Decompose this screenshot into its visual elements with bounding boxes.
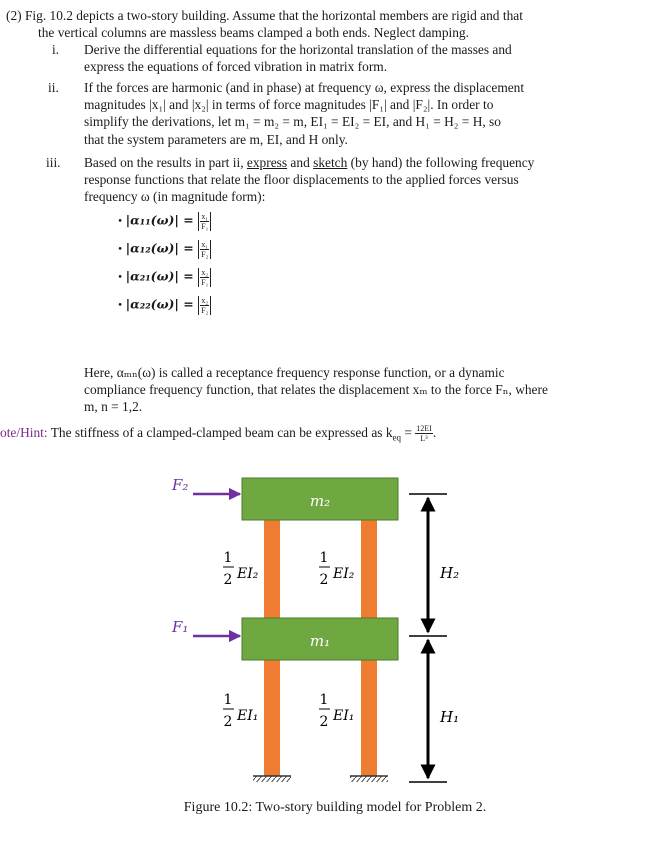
label-lower-left: [223, 692, 258, 730]
force-F1-label: F₁: [172, 618, 189, 636]
item-iii-line-3: frequency ω (in magnitude form):: [84, 189, 266, 204]
upper-left-column: [264, 520, 280, 620]
svg-text:2: 2: [319, 714, 329, 730]
item-ii-line-1: If the forces are harmonic (and in phase) at frequency ω, express the displacement: [84, 80, 525, 95]
problem-header-line-2: the vertical columns are massless beams clamped a both ends. Neglect damping.: [38, 25, 469, 40]
H1-label: H₁: [440, 708, 460, 726]
ground-right: [350, 776, 388, 782]
label-upper-right: [319, 550, 355, 588]
upper-right-column: [361, 520, 377, 620]
here-line-2: compliance frequency function, that relates the displacement xₘ to the force Fₙ, where: [84, 382, 548, 397]
item-iii-number: iii.: [46, 155, 61, 170]
item-i-line-1: Derive the differential equations for the horizontal translation of the masses and: [84, 42, 512, 57]
svg-text:2: 2: [223, 572, 233, 588]
svg-text:1: 1: [319, 550, 329, 566]
problem-header-line-1: (2) Fig. 10.2 depicts a two-story building. Assume that the horizontal members are rigid and that: [6, 8, 523, 23]
H2-label: H₂: [440, 564, 460, 582]
svg-text:1: 1: [223, 550, 233, 566]
lower-left-column: [264, 658, 280, 776]
mass-m2-label: m₂: [309, 492, 331, 510]
mass-m1-label: m₁: [309, 632, 331, 650]
here-line-1: Here, αₘₙ(ω) is called a receptance frequency response function, or a dynamic: [84, 365, 505, 380]
svg-text:1: 1: [223, 692, 233, 708]
frf-bullet-11: • |α₁₁(ω)| = $\frac{\text{x₁}}{\text{F₁}}$: [118, 212, 211, 231]
item-ii-line-3: simplify the derivations, let m₁ = m₂ = m, EI₁ = EI₂ = EI, and H₁ = H₂ = H, so: [84, 114, 501, 129]
here-line-3: m, n = 1,2.: [84, 399, 143, 414]
svg-text:2: 2: [223, 714, 233, 730]
frf-bullet-12: • |α₁₂(ω)| = $\frac{\text{x₁}}{\text{F₂}}$: [118, 240, 211, 259]
item-iii-line-2: response functions that relate the floor displacements to the applied forces versus: [84, 172, 519, 187]
lower-right-column: [361, 658, 377, 776]
svg-text:EI₁: EI₁: [333, 708, 355, 724]
item-ii-line-4: that the system parameters are m, EI, and H only.: [84, 132, 348, 147]
svg-text:1: 1: [319, 692, 329, 708]
hint-label: ote/Hint:: [0, 425, 48, 440]
item-i-line-2: express the equations of forced vibration in matrix form.: [84, 59, 388, 74]
hint-line: ote/Hint: The stiffness of a clamped-clamped beam can be expressed as $k_{eq}$ = $\frac{12EI}{\text{L³}}$ .: [0, 424, 437, 444]
label-lower-right: [319, 692, 354, 730]
svg-text:2: 2: [319, 572, 329, 588]
force-F2-label: F₂: [172, 476, 189, 494]
item-ii-number: ii.: [48, 80, 59, 95]
svg-text:EI₂: EI₂: [237, 566, 259, 582]
svg-text:EI₂: EI₂: [333, 566, 355, 582]
label-upper-left: [223, 550, 259, 588]
svg-text:EI₁: EI₁: [237, 708, 259, 724]
figure-caption: Figure 10.2: Two-story building model for Problem 2.: [183, 800, 487, 815]
item-i-number: i.: [52, 42, 60, 57]
item-iii-line-1: Based on the results in part ii, express and sketch (by hand) the following frequency: [84, 155, 535, 170]
frf-bullet-22: • |α₂₂(ω)| = $\frac{\text{x₂}}{\text{F₂}}$: [118, 296, 211, 315]
item-ii-line-2: magnitudes |x₁| and |x₂| in terms of force magnitudes |F₁| and |F₂|. In order to: [84, 97, 494, 112]
frf-bullet-21: • |α₂₁(ω)| = $\frac{\text{x₂}}{\text{F₁}}$: [118, 268, 211, 287]
ground-left: [253, 776, 291, 782]
building-figure: [0, 460, 670, 800]
